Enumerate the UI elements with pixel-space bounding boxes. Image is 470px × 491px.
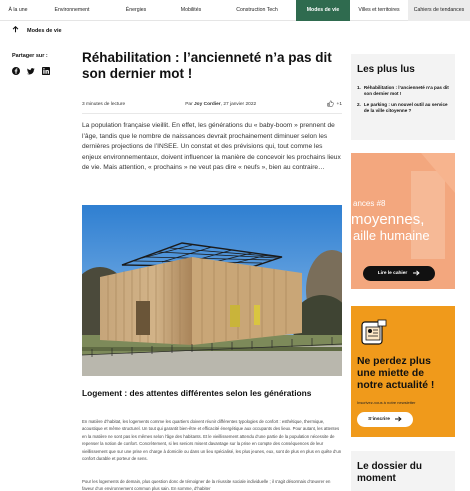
byline: [185, 102, 256, 107]
subscribe-label: S’inscrire: [368, 417, 390, 422]
arrow-up-icon: [12, 26, 19, 35]
newsletter-phone-icon: [360, 319, 388, 347]
cahier-teaser-1: ances #8: [353, 199, 386, 208]
nav-item-cahiers-de-tendances[interactable]: Cahiers de tendances: [408, 0, 470, 21]
article-paragraph: Pour les logements de demain, plus question donc de témoigner de la réussite sociale individuelle ; il s’agit désormais d’œuvrer en faveur d’un environnement commun plus sain. En somme, d’habiter: [82, 479, 331, 491]
meta-divider: [82, 113, 342, 114]
like-count: +1: [336, 102, 342, 107]
twitter-icon[interactable]: [27, 67, 35, 75]
share-title: Partager sur :: [12, 53, 48, 59]
article-headline: Réhabilitation : l’ancienneté n’a pas dit son dernier mot !: [82, 50, 332, 81]
nav-item-mobilites[interactable]: Mobilités: [180, 7, 202, 13]
nav-item-construction-tech[interactable]: Construction Tech: [236, 7, 278, 13]
byline-prefix: Par: [185, 102, 195, 107]
cahier-teaser-2: moyennes,: [351, 211, 425, 228]
newsletter-subtext: Inscrivez-vous à notre newsletter: [357, 400, 416, 405]
share-block: [12, 53, 50, 75]
nav-item-villes-et-territoires[interactable]: Villes et territoires: [358, 7, 400, 13]
most-read-link[interactable]: Réhabilitation : l’ancienneté n’a pas dit son dernier mot !: [363, 85, 449, 96]
breadcrumb-label: Modes de vie: [27, 27, 62, 34]
most-read-link[interactable]: Le parking : un nouvel outil au service de la ville citoyenne ?: [363, 102, 448, 113]
top-navigation: [0, 0, 470, 21]
arrow-right-icon: [395, 416, 402, 424]
nav-item-a-la-une[interactable]: À la une: [8, 7, 28, 13]
cahier-promo[interactable]: [351, 153, 455, 289]
read-time: 3 minutes de lecture: [82, 102, 126, 107]
subscribe-button[interactable]: [357, 412, 413, 427]
most-read-item[interactable]: [357, 102, 449, 114]
cahier-teaser-3: aille humaine: [353, 228, 430, 243]
most-read-item[interactable]: [357, 85, 449, 97]
most-read-title: Les plus lus: [357, 64, 415, 75]
hero-image: [82, 205, 342, 376]
most-read-number: 1.: [357, 85, 361, 90]
most-read-number: 2.: [357, 102, 361, 107]
nav-item-environnement[interactable]: Environnement: [54, 7, 90, 13]
publish-date: , 27 janvier 2022: [220, 102, 257, 107]
linkedin-icon[interactable]: [42, 67, 50, 75]
article-paragraph: En matière d’habitat, les logements comme les quartiers doivent réunir différentes typologies de confort : esthétique, thermique, acoustique et même structurel. Un tout qui garantit bien-être et efficacité énergétique aux occupants des lieux. Pour autant, les attentes en la matière ne sont pas les mêmes selon l’âge des habitants. Et le vieillissement attendu d’une partie de la population nécessite de repenser la notion de confort. Concrètement, si les seniors misent davantage sur la prise en compte des conséquences de leur vieillissement que sur une prise en charge à domicile ou dans un lieu spécialisé, les plus jeunes, eux, sont de plus en plus en quête d’un confort durable et porteur de sens.: [82, 419, 342, 462]
section-heading: Logement : des attentes différentes selon les générations: [82, 388, 312, 398]
read-cahier-button[interactable]: [363, 266, 435, 281]
read-cahier-label: Lire le cahier: [377, 271, 408, 276]
dossier-title: Le dossier du moment: [357, 461, 423, 484]
facebook-icon[interactable]: [12, 67, 20, 75]
newsletter-headline: Ne perdez plus une miette de notre actualité !: [357, 356, 435, 391]
most-read-widget: [351, 54, 455, 140]
article-lead: La population française vieillit. En effet, les générations du « baby-boom » prennent de l’âge, tandis que le nombre de naissances devrait prochainement diminuer selon les dernières projections de l’INSEE. Un constat et des prévisions qui, tout comme les enjeux environnementaux, doivent influencer la manière de concevoir les prochains lieux de vie. Mais attention, « prochains » ne veut pas dire « neufs », bien au contraire…: [82, 122, 341, 172]
nav-item-modes-de-vie[interactable]: Modes de vie: [296, 0, 350, 21]
author-name[interactable]: Joy Cordier: [194, 102, 221, 107]
breadcrumb[interactable]: [12, 26, 62, 35]
like-button[interactable]: [327, 100, 342, 109]
article-header: [82, 50, 342, 82]
nav-item-energies[interactable]: Énergies: [125, 7, 147, 13]
arrow-right-icon: [413, 270, 420, 278]
newsletter-promo: [351, 306, 455, 437]
article-meta: [82, 100, 342, 109]
dossier-widget: [351, 451, 455, 491]
thumbs-up-icon: [327, 100, 334, 109]
